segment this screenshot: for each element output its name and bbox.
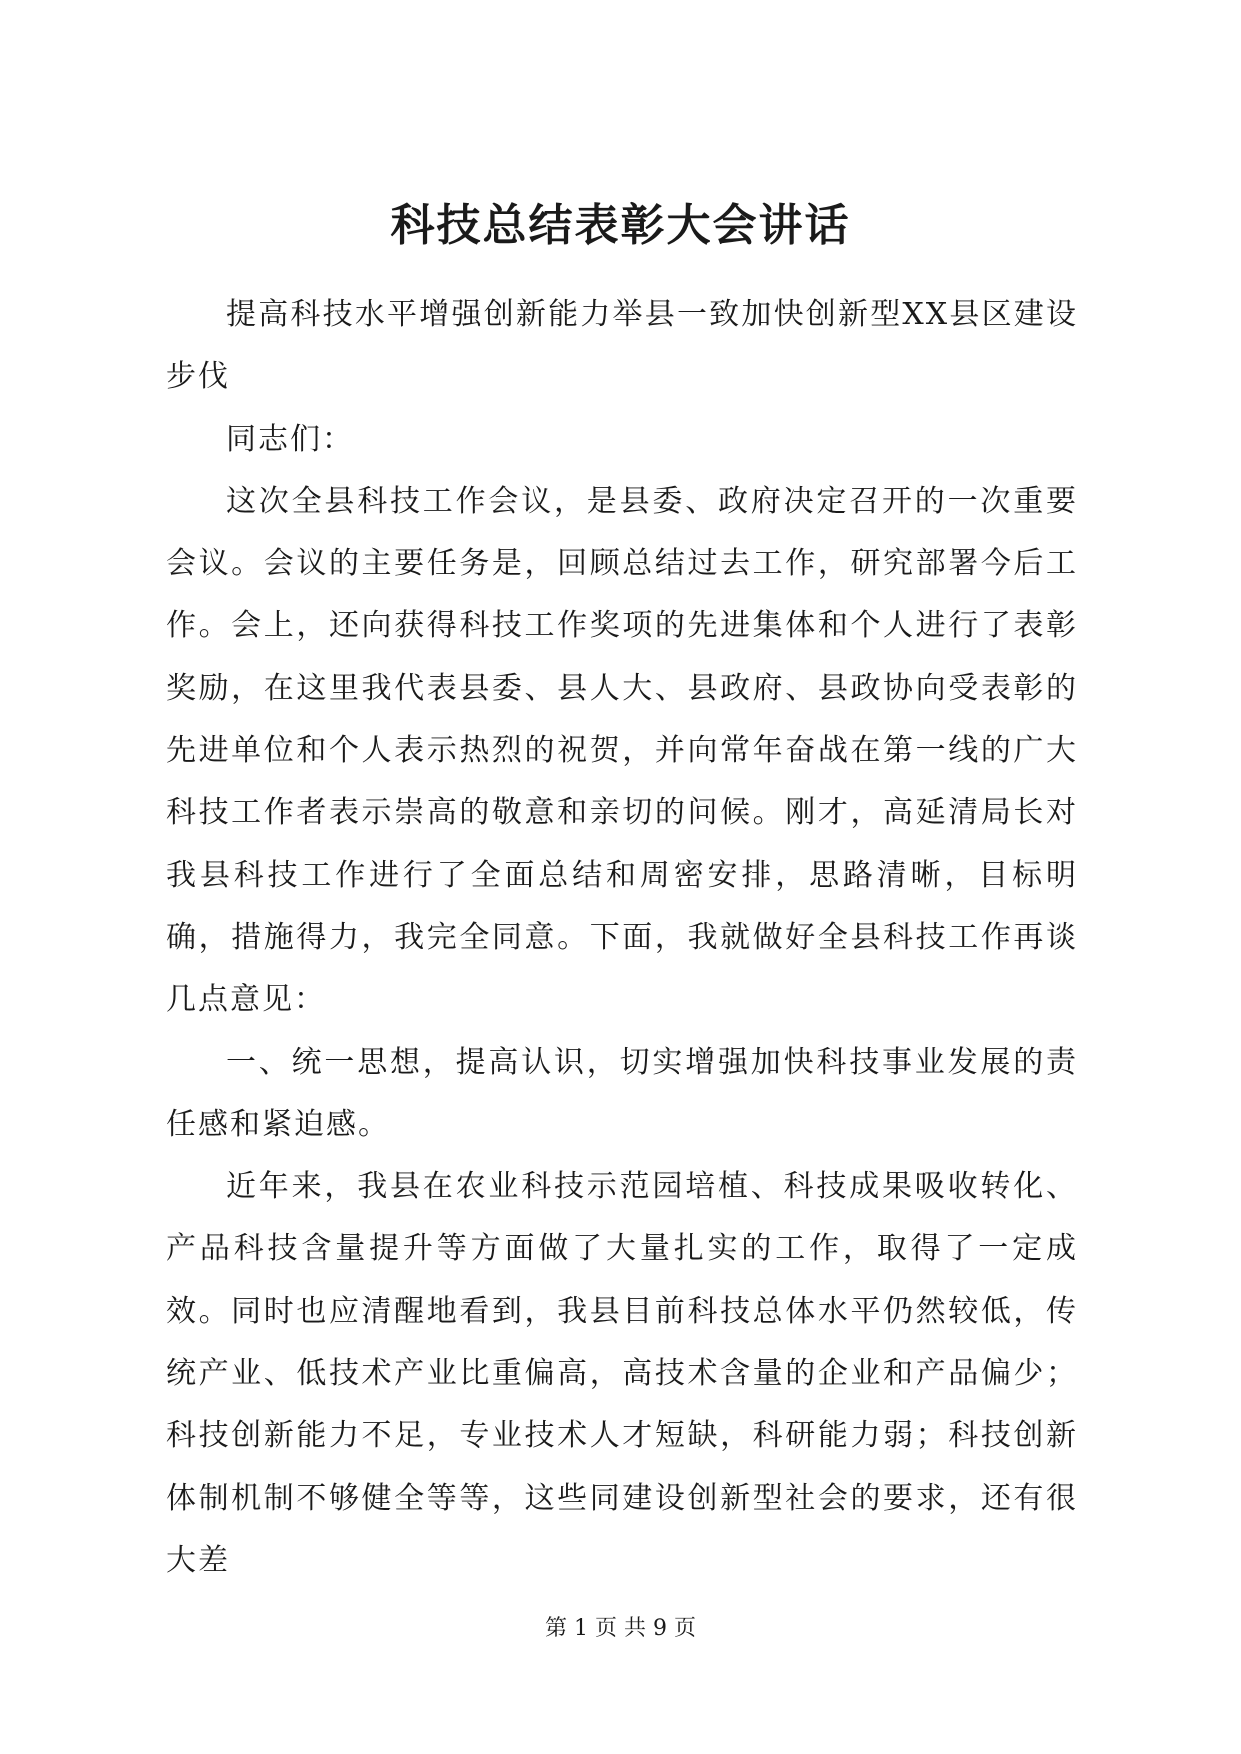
- body-paragraph: 近年来，我县在农业科技示范园培植、科技成果吸收转化、产品科技含量提升等方面做了大量扎实的工作，取得了一定成效。同时也应清醒地看到，我县目前科技总体水平仍然较低，传统产业、低技术产业比重偏高，高技术含量的企业和产品偏少；科技创新能力不足，专业技术人才短缺，科研能力弱；科技创新体制机制不够健全等等，这些同建设创新型社会的要求，还有很大差: [166, 1169, 1078, 1578]
- subtitle-paragraph: 提高科技水平增强创新能力举县一致加快创新型XX县区建设步伐: [166, 297, 1078, 395]
- salutation-paragraph: 同志们：: [226, 421, 354, 457]
- page-number-footer: 第 1 页 共 9 页: [545, 1616, 696, 1641]
- document-body: [166, 284, 1078, 1592]
- section-heading-paragraph: 一、统一思想，提高认识，切实增强加快科技事业发展的责任感和紧迫感。: [166, 1044, 1078, 1142]
- body-paragraph: 这次全县科技工作会议，是县委、政府决定召开的一次重要会议。会议的主要任务是，回顾总结过去工作，研究部署今后工作。会上，还向获得科技工作奖项的先进集体和个人进行了表彰奖励，在这里我代表县委、县人大、县政府、县政协向受表彰的先进单位和个人表示热烈的祝贺，并向常年奋战在第一线的广大科技工作者表示崇高的敬意和亲切的问候。刚才，高延清局长对我县科技工作进行了全面总结和周密安排，思路清晰，目标明确，措施得力，我完全同意。下面，我就做好全县科技工作再谈几点意见：: [166, 483, 1078, 1018]
- document-title: 科技总结表彰大会讲话: [390, 200, 851, 251]
